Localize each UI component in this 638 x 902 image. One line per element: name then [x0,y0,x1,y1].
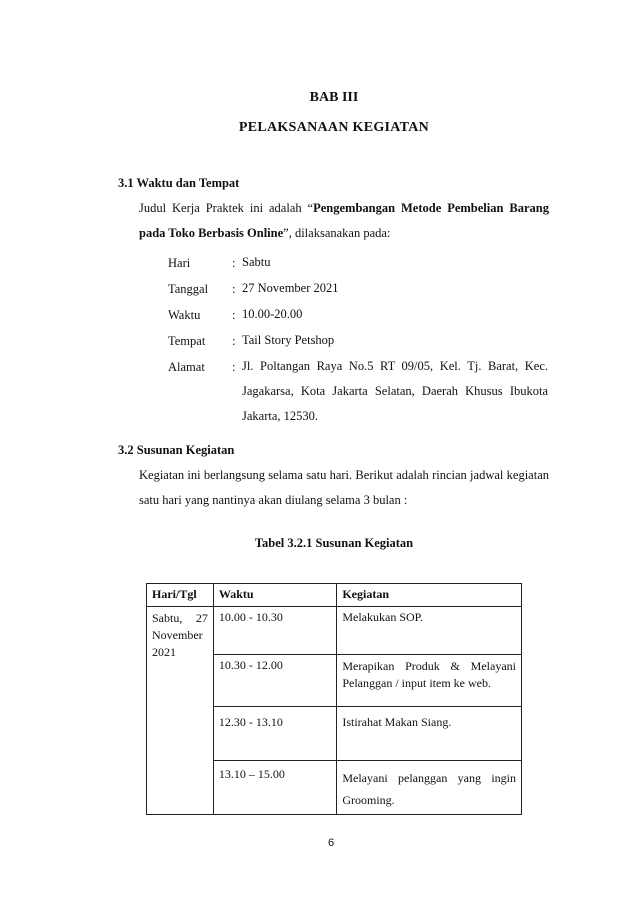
detail-value: Tail Story Petshop [242,333,335,347]
detail-colon: : [232,334,236,348]
time-cell: 12.30 - 13.10 [213,707,336,761]
table-header-cell: Kegiatan [337,584,522,607]
activity-cell: Merapikan Produk & Melayani Pelanggan / input item ke web. [337,655,522,707]
detail-label: Tanggal [168,282,209,296]
detail-label: Alamat [168,360,205,374]
detail-value: Jl. Poltangan Raya No.5 RT 09/05, Kel. Tj. Barat, Kec. Jagakarsa, Kota Jakarta Selatan, Daerah Khusus Ibukota Jakarta, 12530. [242,359,548,423]
chapter-title: PELAKSANAAN KEGIATAN [238,120,430,135]
section-intro-paragraph [139,196,549,246]
time-cell: 13.10 – 15.00 [213,761,336,815]
table-header-cell: Waktu [213,584,336,607]
page-number: 6 [327,837,335,849]
section-heading-susunan-kegiatan: 3.2 Susunan Kegiatan [118,443,235,457]
day-cell [147,607,214,815]
activity-cell: Melakukan SOP. [337,607,522,655]
chapter-number: BAB III [309,90,359,105]
detail-colon: : [232,282,236,296]
activity-cell: Istirahat Makan Siang. [337,707,522,761]
time-cell: 10.00 - 10.30 [213,607,336,655]
detail-label: Tempat [168,334,206,348]
table-caption: Tabel 3.2.1 Susunan Kegiatan [254,536,414,550]
detail-value: 27 November 2021 [242,281,339,295]
detail-label: Waktu [168,308,201,322]
section-heading-waktu-tempat: 3.1 Waktu dan Tempat [118,176,240,190]
day-text: Sabtu, 27 November 2021 [152,611,208,659]
detail-colon: : [232,308,236,322]
detail-colon: : [232,360,236,374]
table-row [147,607,522,655]
detail-colon: : [232,256,236,270]
table-header-row [147,584,522,607]
detail-value: Sabtu [242,255,271,269]
activity-cell: Melayani pelanggan yang ingin Grooming. [337,761,522,815]
detail-value: 10.00-20.00 [242,307,303,321]
time-cell: 10.30 - 12.00 [213,655,336,707]
intro-prefix: Judul Kerja Praktek ini adalah “ [139,201,314,215]
section-2-paragraph: Kegiatan ini berlangsung selama satu hari. Berikut adalah rincian jadwal kegiatan satu hari yang nantinya akan diulang selama 3 bulan : [139,468,549,507]
project-title: Pengembangan Metode Pembelian Barang pada Toko Berbasis Online [139,201,549,240]
table-header-cell: Hari/Tgl [147,584,214,607]
schedule-table [146,583,522,815]
detail-label: Hari [168,256,191,270]
intro-suffix: ”, dilaksanakan pada: [283,226,391,240]
